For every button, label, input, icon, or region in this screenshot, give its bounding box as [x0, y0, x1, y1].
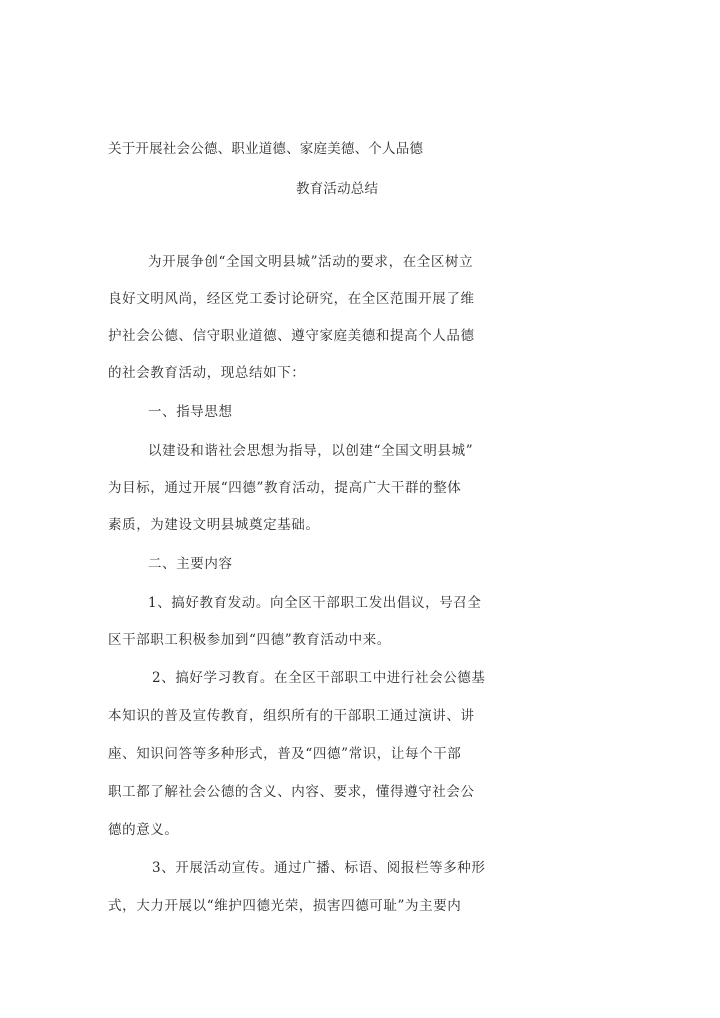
paragraph-line: 3、开展活动宣传。通过广播、标语、阅报栏等多种形: [152, 860, 486, 876]
paragraph-line: 德的意义。: [108, 822, 179, 838]
paragraph-line: 座、知识问答等多种形式，普及“四德”常识，让每个干部: [108, 746, 462, 762]
paragraph-line: 职工都了解社会公德的含义、内容、要求，懂得遵守社会公: [108, 784, 475, 800]
paragraph-line: 区干部职工积极参加到“四德”教育活动中来。: [108, 632, 391, 648]
paragraph-line: 护社会公德、信守职业道德、遵守家庭美德和提高个人品德: [108, 328, 475, 344]
paragraph-line: 以建设和谐社会思想为指导，以创建“全国文明县城”: [148, 443, 474, 459]
document-title-line2: 教育活动总结: [296, 181, 379, 197]
section-heading: 一、指导思想: [148, 404, 233, 420]
paragraph-line: 式，大力开展以“维护四德光荣，损害四德可耻”为主要内: [108, 898, 462, 914]
document-title-line1: 关于开展社会公德、职业道德、家庭美德、个人品德: [108, 141, 424, 157]
section-heading: 二、主要内容: [148, 556, 233, 572]
paragraph-line: 为目标，通过开展“四德”教育活动，提高广大干群的整体: [108, 480, 462, 496]
paragraph-line: 良好文明风尚，经区党工委讨论研究，在全区范围开展了维: [108, 291, 475, 307]
paragraph-line: 的社会教育活动，现总结如下：: [108, 365, 306, 381]
paragraph-line: 1、搞好教育发动。向全区干部职工发出倡议，号召全: [148, 595, 482, 611]
paragraph-line: 为开展争创“全国文明县城”活动的要求，在全区树立: [148, 254, 474, 270]
paragraph-line: 素质，为建设文明县城奠定基础。: [108, 517, 320, 533]
paragraph-line: 2、搞好学习教育。在全区干部职工中进行社会公德基: [152, 670, 486, 686]
paragraph-line: 本知识的普及宣传教育，组织所有的干部职工通过演讲、讲: [108, 708, 475, 724]
